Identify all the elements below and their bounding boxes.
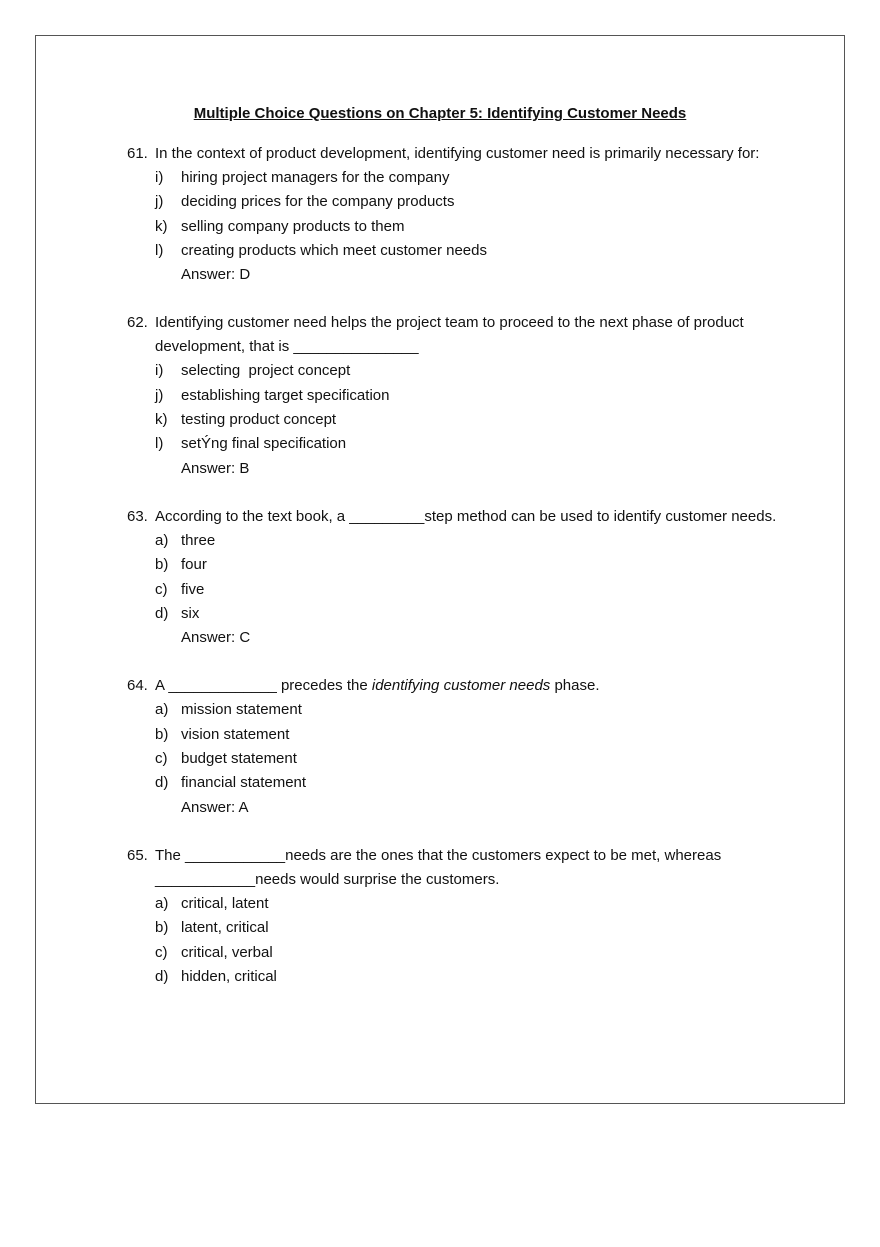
option-list — [127, 529, 787, 626]
option-text: financial statement — [181, 774, 307, 792]
question-text: According to the text book, a _________step method can be used to identify customer needs. — [155, 507, 777, 525]
question-63 — [127, 505, 787, 650]
option-text: latent, critical — [181, 919, 269, 937]
option-item — [155, 529, 787, 553]
option-letter: b) — [155, 725, 169, 743]
question-text: In the context of product development, identifying customer need is primarily necessary for: — [155, 145, 760, 162]
option-text: four — [181, 556, 207, 574]
option-item — [155, 965, 787, 989]
option-letter: j) — [155, 193, 164, 211]
option-item — [155, 215, 787, 239]
option-item — [155, 698, 787, 722]
question-text-before: A _____________ precedes the — [155, 677, 372, 695]
option-letter: i) — [155, 169, 164, 186]
question-text: The ____________needs are the ones that the customers expect to be met, whereas ____________needs would surprise the customers. — [155, 846, 722, 888]
option-item — [155, 892, 787, 916]
option-item — [155, 408, 787, 432]
option-letter: a) — [155, 531, 169, 549]
question-number: 63. — [127, 507, 148, 525]
answer-line: Answer: A — [181, 798, 249, 816]
option-text: setÝng final specification — [181, 435, 347, 453]
option-text: five — [181, 580, 205, 598]
option-text: three — [181, 531, 216, 549]
question-text: Identifying customer need helps the project team to proceed to the next phase of product development, that is _______________ — [155, 314, 744, 356]
question-list — [127, 142, 787, 1013]
question-62 — [127, 311, 787, 480]
option-item — [155, 384, 787, 408]
option-letter: d) — [155, 774, 169, 792]
option-item — [155, 239, 787, 263]
option-letter: a) — [155, 701, 169, 719]
option-list — [127, 892, 787, 989]
option-letter: c) — [155, 750, 168, 768]
option-letter: d) — [155, 967, 169, 985]
option-text: creating products which meet customer needs — [181, 241, 487, 259]
option-letter: l) — [155, 435, 164, 453]
option-text: critical, latent — [181, 894, 269, 912]
option-text: hidden, critical — [181, 967, 277, 985]
option-letter: a) — [155, 894, 169, 912]
option-item — [155, 553, 787, 577]
option-item — [155, 359, 787, 383]
option-item — [155, 166, 787, 190]
option-item — [155, 578, 787, 602]
option-text: hiring project managers for the company — [181, 169, 450, 186]
option-list — [127, 166, 787, 263]
answer-line: Answer: B — [181, 459, 250, 477]
question-text — [155, 674, 787, 698]
option-text: establishing target specification — [181, 386, 390, 404]
option-letter: j) — [155, 386, 164, 404]
option-text: testing product concept — [181, 411, 337, 429]
option-item — [155, 602, 787, 626]
option-text: critical, verbal — [181, 943, 273, 961]
option-letter: b) — [155, 556, 169, 574]
question-text-after: phase. — [550, 677, 600, 695]
question-61 — [127, 142, 787, 287]
option-item — [155, 747, 787, 771]
option-letter: d) — [155, 604, 169, 622]
option-text: vision statement — [181, 725, 290, 743]
option-text: selecting project concept — [181, 362, 351, 380]
option-list — [127, 698, 787, 795]
option-text: six — [181, 604, 200, 622]
answer-line: Answer: C — [181, 629, 251, 647]
option-letter: c) — [155, 580, 168, 598]
option-text: budget statement — [181, 750, 297, 768]
option-item — [155, 723, 787, 747]
question-stem — [127, 142, 787, 166]
question-stem — [127, 311, 787, 359]
option-letter: i) — [155, 362, 164, 380]
option-letter: l) — [155, 241, 164, 259]
question-stem — [127, 674, 787, 698]
question-64 — [127, 674, 787, 819]
option-item — [155, 941, 787, 965]
question-stem — [127, 505, 787, 529]
option-letter: c) — [155, 943, 168, 961]
option-text: mission statement — [181, 701, 302, 719]
option-item — [155, 916, 787, 940]
option-letter: b) — [155, 919, 169, 937]
question-number: 62. — [127, 314, 148, 332]
option-item — [155, 432, 787, 456]
question-number: 65. — [127, 846, 148, 864]
question-number: 61. — [127, 145, 148, 162]
option-list — [127, 359, 787, 456]
option-text: selling company products to them — [181, 217, 405, 235]
question-number: 64. — [127, 677, 148, 695]
option-letter: k) — [155, 411, 168, 429]
option-item — [155, 190, 787, 214]
document-title: Multiple Choice Questions on Chapter 5: Identifying Customer Needs — [193, 105, 687, 122]
question-text-italic: identifying customer needs — [371, 677, 551, 695]
question-65 — [127, 844, 787, 989]
question-stem — [127, 844, 787, 892]
option-text: deciding prices for the company products — [181, 193, 455, 211]
answer-line: Answer: D — [181, 266, 251, 284]
option-item — [155, 771, 787, 795]
option-letter: k) — [155, 217, 168, 235]
